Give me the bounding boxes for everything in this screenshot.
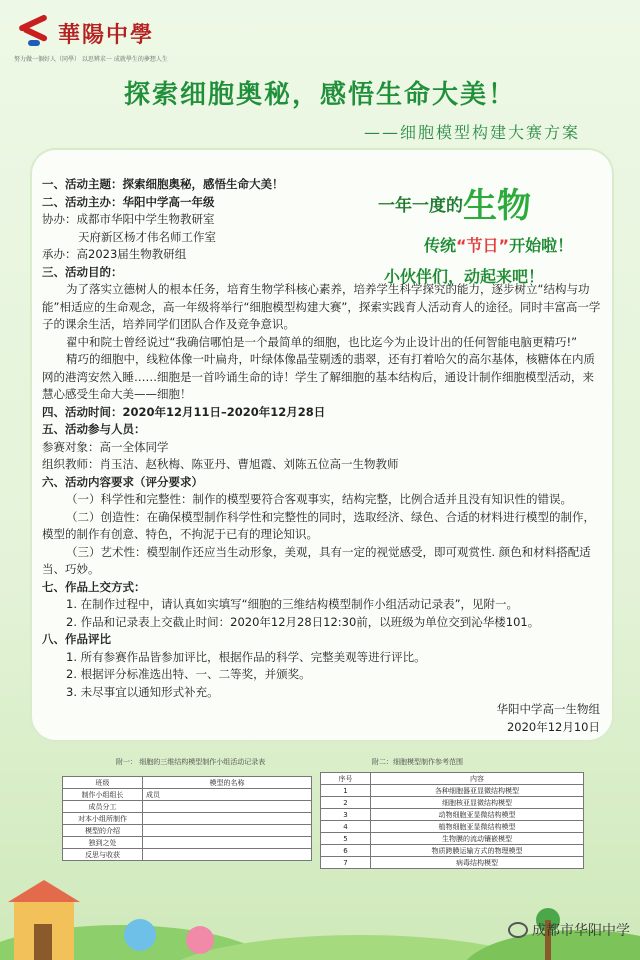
section-evaluation: 八、作品评比 bbox=[42, 632, 111, 646]
evaluation-1: 1. 所有参赛作品皆参加评比，根据作品的科学、完整美观等进行评比。 bbox=[66, 649, 426, 664]
table-cell: 物质跨膜运输方式的物理模型 bbox=[371, 845, 584, 857]
plan-body bbox=[42, 176, 602, 701]
submission-2: 2. 作品和记录表上交截止时间：2020年12月28日12:30前，以班级为单位交到沁华楼101。 bbox=[66, 614, 540, 629]
table-cell: 6 bbox=[321, 845, 371, 857]
section-requirements: 六、活动内容要求（评分要求） bbox=[42, 474, 203, 489]
table-cell: 对本小组所制作 bbox=[63, 813, 143, 825]
table-row bbox=[63, 837, 312, 849]
table-cell: 1 bbox=[321, 785, 371, 797]
wechat-icon bbox=[508, 922, 528, 938]
table-cell bbox=[143, 825, 312, 837]
table-cell bbox=[143, 813, 312, 825]
table-header: 序号 bbox=[321, 773, 371, 785]
table-cell: 成员 bbox=[143, 789, 312, 801]
table-cell: 动物细胞亚显微结构模型 bbox=[371, 809, 584, 821]
table-cell: 细胞核亚显微结构模型 bbox=[371, 797, 584, 809]
table-row bbox=[63, 789, 312, 801]
signature-block bbox=[497, 700, 601, 736]
table-row bbox=[63, 849, 312, 861]
slogan-line-3: 小伙伴们，动起来吧！ bbox=[384, 267, 545, 286]
requirement-3: （三）艺术性：模型制作还应当生动形象，美观，具有一定的视觉感受，即可观赏性. 颜色和材料搭配适当、巧妙。 bbox=[42, 544, 591, 576]
table-row bbox=[321, 845, 584, 857]
table-row bbox=[321, 809, 584, 821]
page-title: 探索细胞奥秘，感悟生命大美！ bbox=[123, 80, 516, 110]
submission-1: 1. 在制作过程中，请认真如实填写“细胞的三维结构模型制作小组活动记录表”，见附一。 bbox=[66, 597, 519, 611]
table-header: 内容 bbox=[371, 773, 584, 785]
evaluation-2: 2. 根据评分标准选出特、一、二等奖，并颁奖。 bbox=[66, 667, 311, 681]
table-cell: 制作小组组长 bbox=[63, 789, 143, 801]
table-header: 模型的名称 bbox=[143, 777, 312, 789]
table-row bbox=[321, 821, 584, 833]
appendix-1-table bbox=[62, 776, 312, 861]
table-cell bbox=[143, 837, 312, 849]
table-cell: 模型的介绍 bbox=[63, 825, 143, 837]
requirement-2: （二）创造性：在确保模型制作科学性和完整性的同时，选取经济、绿色、合适的材料进行模型的制作，模型的制作有创意、特色，不拘泥于已有的理论知识。 bbox=[42, 509, 595, 541]
organizing-teachers: 组织教师：肖玉洁、赵秋梅、陈亚丹、曹旭霞、刘陈五位高一生物教师 bbox=[42, 457, 399, 471]
table-cell: 3 bbox=[321, 809, 371, 821]
signature-org: 华阳中学高一生物组 bbox=[496, 702, 600, 716]
table-row bbox=[63, 813, 312, 825]
table-row bbox=[63, 801, 312, 813]
table-cell: 5 bbox=[321, 833, 371, 845]
section-host: 二、活动主办：华阳中学高一年级 bbox=[42, 194, 215, 209]
watermark-text: 成都市华阳中学 bbox=[532, 923, 630, 939]
requirement-1: （一）科学性和完整性：制作的模型要符合客观事实，结构完整，比例合适并且没有知识性的错误。 bbox=[66, 492, 572, 506]
purpose-paragraph-3: 精巧的细胞中，线粒体像一叶扁舟，叶绿体像晶莹剔透的翡翠，还有打着哈欠的高尔基体，核糖体在内质网的港湾安然入睡……细胞是一首吟诵生命的诗！学生了解细胞的基本结构后，通设计制作细胞模型活动，来慧心感受生命大美——细胞！ bbox=[42, 352, 595, 401]
school-motto: 努力做一個好人（同學） 以思辨求一 成就學生的夢想人生 bbox=[14, 56, 168, 63]
table-cell: 生物膜的流动镶嵌模型 bbox=[371, 833, 584, 845]
purpose-paragraph-1: 为了落实立德树人的根本任务，培育生物学科核心素养，培养学生科学探究的能力，逐步树立“结构与功能”相适应的生命观念，高一年级将举行“细胞模型构建大赛”，探索实践育人活动育人的途径。同时丰富高一学子的课余生活，培养同学们团队合作及竞争意识。 bbox=[42, 282, 601, 331]
section-purpose: 三、活动目的： bbox=[42, 264, 123, 279]
table-cell: 独到之处 bbox=[63, 837, 143, 849]
table-cell: 4 bbox=[321, 821, 371, 833]
school-logo bbox=[14, 14, 154, 52]
school-emblem-icon bbox=[14, 14, 52, 52]
purpose-paragraph-2: 翟中和院士曾经说过“我确信哪怕是一个最简单的细胞，也比迄今为止设计出的任何智能电脑更精巧!” bbox=[66, 334, 578, 349]
section-theme: 一、活动主题：探索细胞奥秘，感悟生命大美！ bbox=[42, 177, 284, 191]
evaluation-3: 3. 未尽事宜以通知形式补充。 bbox=[66, 684, 219, 699]
co-host-2: 天府新区杨才伟名师工作室 bbox=[78, 229, 216, 244]
section-submission: 七、作品上交方式： bbox=[42, 579, 146, 594]
appendix-2-table bbox=[320, 772, 584, 869]
table-cell: 各种细胞器亚显微结构模型 bbox=[371, 785, 584, 797]
table-row bbox=[321, 797, 584, 809]
table-row bbox=[321, 833, 584, 845]
table-cell bbox=[143, 801, 312, 813]
page-subtitle: ——细胞模型构建大赛方案 bbox=[363, 123, 580, 142]
organizer: 承办：高2023届生物教研组 bbox=[42, 247, 187, 261]
school-name: 華陽中學 bbox=[58, 21, 155, 48]
table-cell: 反思与收获 bbox=[63, 849, 143, 861]
table-cell: 成员分工 bbox=[63, 801, 143, 813]
table-cell: 植物细胞亚显微结构模型 bbox=[371, 821, 584, 833]
table-row bbox=[321, 785, 584, 797]
table-cell: 7 bbox=[321, 857, 371, 869]
table-cell: 2 bbox=[321, 797, 371, 809]
section-time: 四、活动时间：2020年12月11日–2020年12月28日 bbox=[42, 404, 326, 419]
appendix-1-caption: 附一： 细胞的三维结构模型制作小组活动记录表 bbox=[116, 758, 266, 766]
appendix-2-caption: 附二：细胞模型制作参考范围 bbox=[372, 758, 463, 766]
table-row bbox=[63, 825, 312, 837]
slogan-line-2: 传统“节日”开始啦！ bbox=[424, 236, 574, 255]
table-cell bbox=[143, 849, 312, 861]
table-cell: 病毒结构模型 bbox=[371, 857, 584, 869]
table-row bbox=[321, 857, 584, 869]
table-header: 班级 bbox=[63, 777, 143, 789]
section-participants: 五、活动参与人员： bbox=[42, 422, 146, 436]
co-host-1: 协办：成都市华阳中学生物教研室 bbox=[42, 212, 215, 226]
participants: 参赛对象：高一全体同学 bbox=[42, 439, 169, 454]
watermark bbox=[508, 920, 630, 940]
signature-date: 2020年12月10日 bbox=[506, 720, 600, 734]
slogan-line-1: 一年一度的生物 bbox=[378, 186, 531, 226]
